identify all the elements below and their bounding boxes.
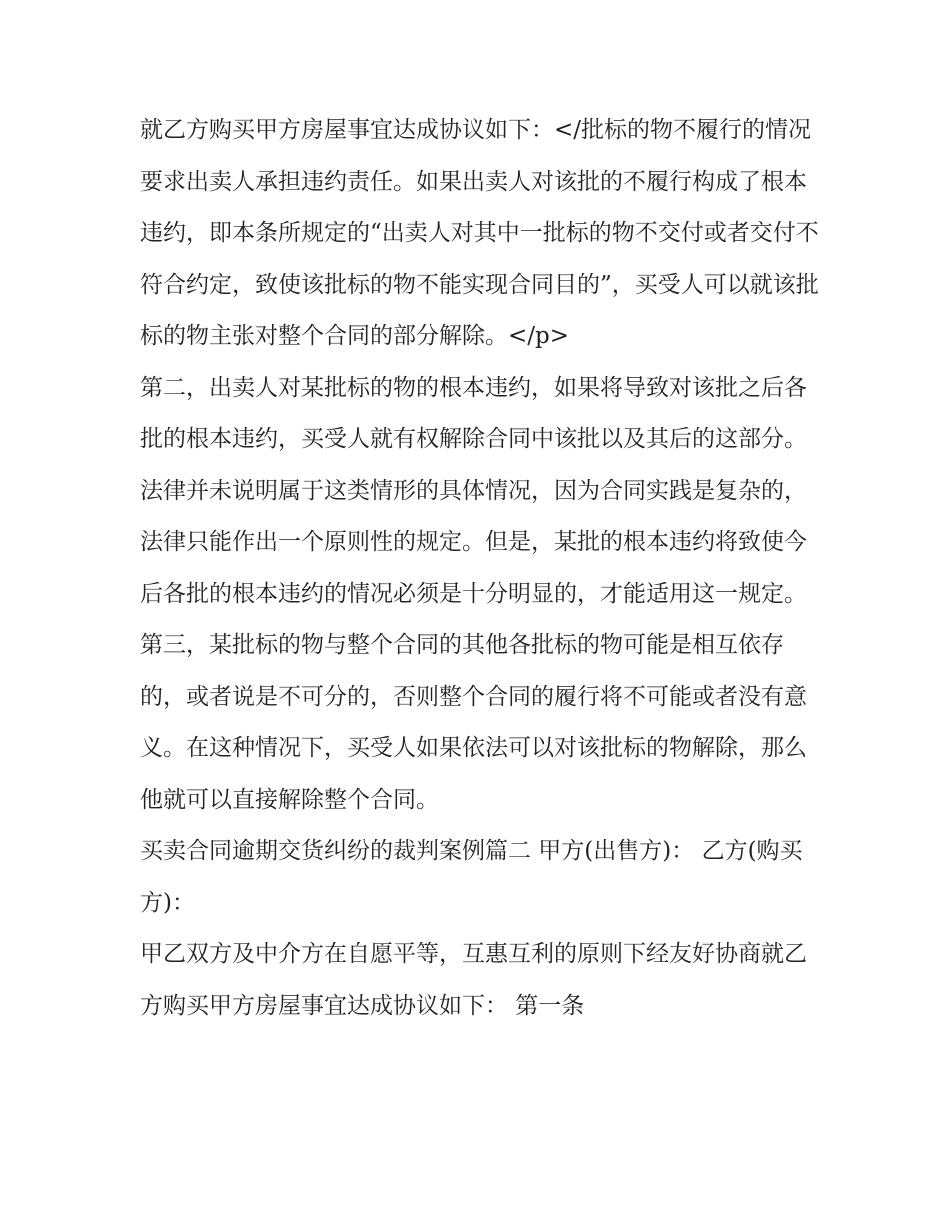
paragraph-5: 甲乙双方及中介方在自愿平等，互惠互利的原则下经友好协商就乙方购买甲方房屋事宜达成协议如下： 第一条 [140,941,807,1019]
paragraph-4: 买卖合同逾期交货纠纷的裁判案例篇二 甲方(出售方)： 乙方(购买方)： [140,838,803,916]
paragraph-2: 第二，出卖人对某批标的物的根本违约，如果将导致对该批之后各批的根本违约，买受人就有权解除合同中该批以及其后的这部分。法律并未说明属于这类情形的具体情况，因为合同实践是复杂的，法律只能作出一个原则性的规定。但是，某批的根本违约将致使今后各批的根本违约的情况必须是十分明显的，才能适用这一规定。 [140,374,807,607]
paragraph-3: 第三，某批标的物与整个合同的其他各批标的物可能是相互依存的，或者说是不可分的，否则整个合同的履行将不可能或者没有意义。在这种情况下，买受人如果依法可以对该批标的物解除，那么他就可以直接解除整个合同。 [140,632,807,813]
paragraph-1: 就乙方购买甲方房屋事宜达成协议如下：</批标的物不履行的情况要求出卖人承担违约责任。如果出卖人对该批的不履行构成了根本违约，即本条所规定的“出卖人对其中一批标的物不交付或者交付不符合约定，致使该批标的物不能实现合同目的”，买受人可以就该批标的物主张对整个合同的部分解除。</p> [140,117,819,349]
document-body [140,105,820,1032]
